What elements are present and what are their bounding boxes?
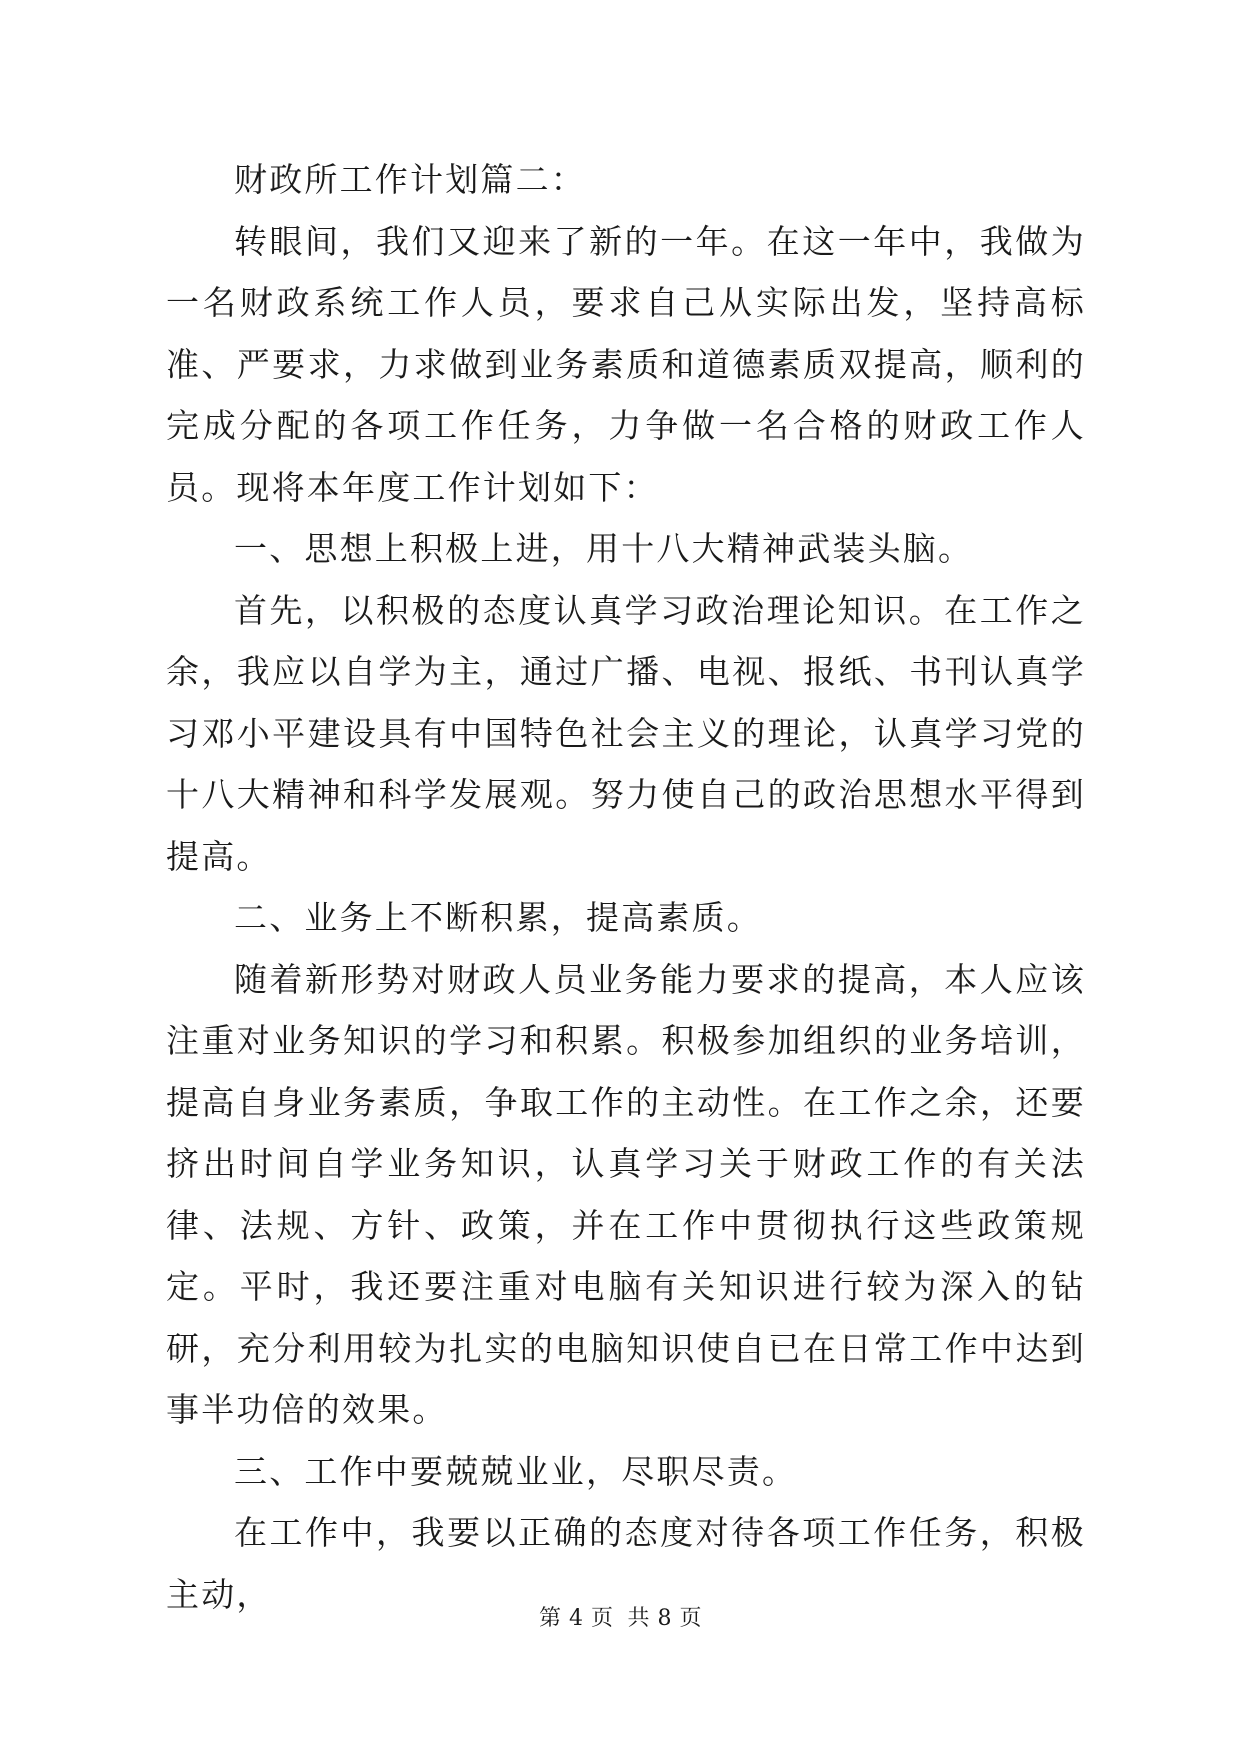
page-footer	[0, 1604, 1241, 1634]
page-number: 第 4 页	[539, 1606, 614, 1631]
page-total: 共 8 页	[627, 1606, 702, 1631]
heading-two: 二、业务上不断积累，提高素质。	[234, 898, 762, 937]
heading-three: 三、工作中要兢兢业业，尽职尽责。	[234, 1451, 798, 1491]
paragraph-politics: 首先，以积极的态度认真学习政治理论知识。在工作之余，我应以自学为主，通过广播、电视、报纸、书刊认真学习邓小平建设具有中国特色社会主义的理论，认真学习党的十八大精神和科学发展观。努力使自己的政治思想水平得到提高。	[166, 590, 1086, 876]
heading-one: 一、思想上积极上进，用十八大精神武装头脑。	[234, 529, 974, 568]
paragraph-business: 随着新形势对财政人员业务能力要求的提高，本人应该注重对业务知识的学习和积累。积极参加组织的业务培训，提高自身业务素质，争取工作的主动性。在工作之余，还要挤出时间自学业务知识，认真学习关于财政工作的有关法律、法规、方针、政策，并在工作中贯彻执行这些政策规定。平时，我还要注重对电脑有关知识进行较为深入的钻研，充分利用较为扎实的电脑知识使自已在日常工作中达到事半功倍的效果。	[166, 959, 1086, 1429]
section-title: 财政所工作计划篇二：	[234, 160, 586, 199]
document-body	[166, 149, 1086, 1625]
intro-paragraph: 转眼间，我们又迎来了新的一年。在这一年中，我做为一名财政系统工作人员，要求自己从实际出发，坚持高标准、严要求，力求做到业务素质和道德素质双提高，顺利的完成分配的各项工作任务，力争做一名合格的财政工作人员。现将本年度工作计划如下：	[166, 221, 1086, 507]
paragraph-work: 在工作中，我要以正确的态度对待各项工作任务，积极主动，	[166, 1513, 1086, 1614]
